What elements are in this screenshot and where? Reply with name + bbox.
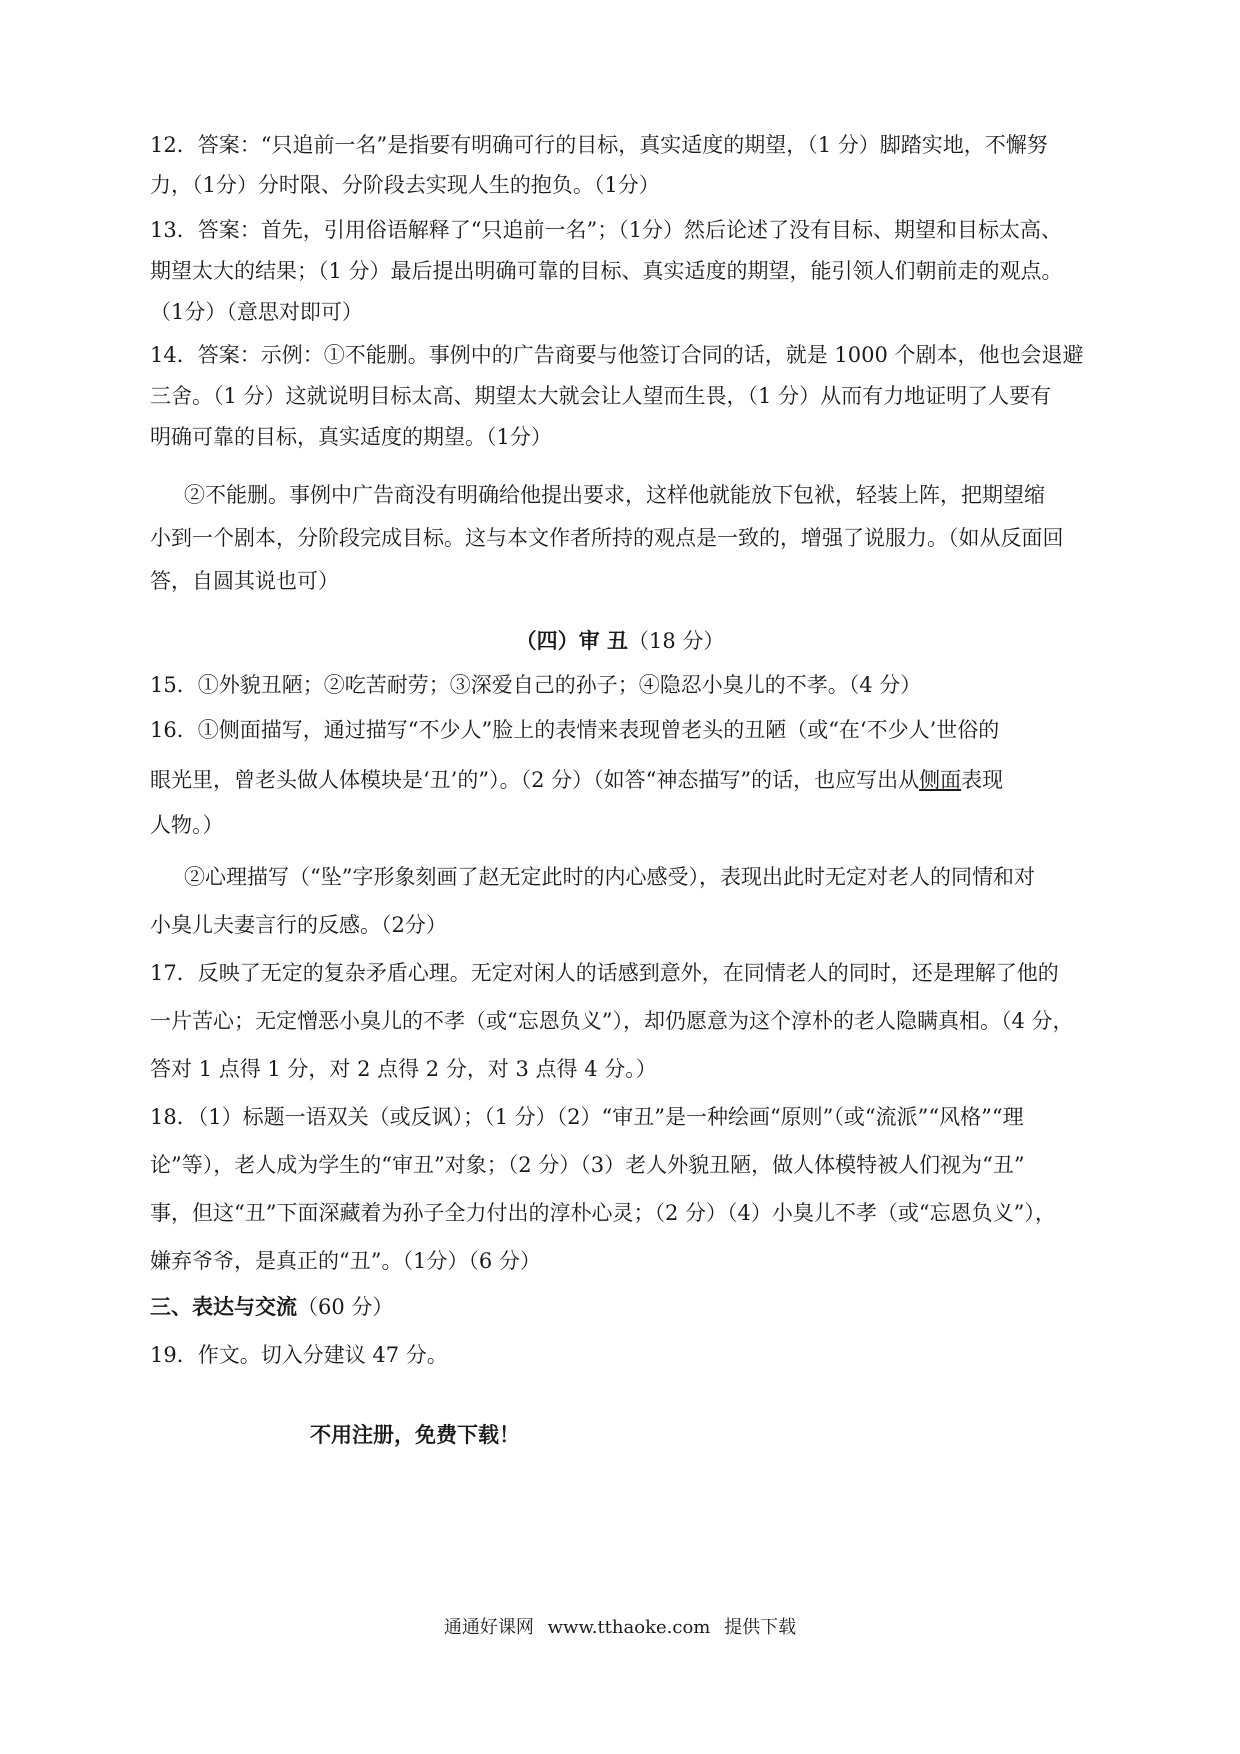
footer-site-name: 通通好课网 bbox=[443, 1617, 534, 1638]
answer-15-line-1: 15．①外貌丑陋；②吃苦耐劳；③深爱自己的孙子；④隐忍小臭儿的不孝。（4 分） bbox=[150, 673, 922, 697]
answer-17-line-1: 17．反映了无定的复杂矛盾心理。无定对闲人的话感到意外，在同情老人的同时，还是理解了他的 bbox=[150, 961, 1059, 985]
answer-13-line-1: 13．答案：首先，引用俗语解释了“只追前一名”；（1分）然后论述了没有目标、期望和目标太高、 bbox=[150, 218, 1063, 242]
section-4-score: （18 分） bbox=[627, 629, 725, 653]
answer-16-line-2-text: 眼光里，曾老头做人体模块是‘丑’的”）。（2 分）（如答“神态描写”的话，也应写出从 bbox=[150, 768, 920, 792]
section-4-title: （四）审 丑 bbox=[515, 628, 628, 653]
answer-18-line-2: 论”等），老人成为学生的“审丑”对象；（2 分）（3）老人外貌丑陋，做人体模特被人们视为“丑” bbox=[150, 1153, 1025, 1177]
answer-14-line-3: 明确可靠的目标，真实适度的期望。（1分） bbox=[150, 425, 552, 449]
page-footer bbox=[0, 1615, 1240, 1641]
answer-14-line-6: 答，自圆其说也可） bbox=[150, 569, 339, 593]
answer-17-line-2: 一片苦心；无定憎恶小臭儿的不孝（或“忘恩负义”），却仍愿意为这个淳朴的老人隐瞒真相。（4 分， bbox=[150, 1009, 1074, 1033]
answer-12-line-2: 力，（1分）分时限、分阶段去实现人生的抱负。（1分） bbox=[150, 173, 660, 197]
answer-14-line-4: ②不能删。事例中广告商没有明确给他提出要求，这样他就能放下包袱，轻装上阵，把期望缩 bbox=[184, 483, 1045, 507]
answer-17-line-3: 答对 1 点得 1 分，对 2 点得 2 分，对 3 点得 4 分。） bbox=[150, 1057, 657, 1081]
answer-16-line-1: 16．①侧面描写，通过描写“不少人”脸上的表情来表现曾老头的丑陋（或“在‘不少人’世俗的 bbox=[150, 718, 1000, 742]
answer-16-line-4: ②心理描写（“坠”字形象刻画了赵无定此时的内心感受），表现出此时无定对老人的同情和对 bbox=[184, 865, 1035, 889]
section-4-heading bbox=[0, 626, 1240, 656]
underlined-phrase: 侧面 bbox=[919, 768, 962, 792]
answer-14-line-2: 三舍。（1 分）这就说明目标太高、期望太大就会让人望而生畏，（1 分）从而有力地证明了人要有 bbox=[150, 384, 1052, 408]
section-3-score: （60 分） bbox=[297, 1295, 394, 1319]
answer-18-line-4: 嫌弃爷爷，是真正的“丑”。（1分）（6 分） bbox=[150, 1249, 541, 1273]
footer-suffix: 提供下载 bbox=[724, 1617, 797, 1638]
answer-14-line-1: 14．答案：示例：①不能删。事例中的广告商要与他签订合同的话，就是 1000 个剧本，他也会退避 bbox=[150, 343, 1084, 367]
answer-16-line-2 bbox=[150, 765, 1003, 795]
answer-18-line-1: 18．（1）标题一语双关（或反讽）；（1 分）（2）“审丑”是一种绘画“原则”（或“流派”“风格”“理 bbox=[150, 1105, 1024, 1129]
answer-16-line-3: 人物。） bbox=[150, 813, 224, 837]
section-3-heading bbox=[150, 1292, 393, 1322]
answer-12-line-1: 12．答案：“只追前一名”是指要有明确可行的目标，真实适度的期望，（1 分）脚踏实地，不懈努 bbox=[150, 133, 1048, 157]
answer-13-line-2: 期望太大的结果；（1 分）最后提出明确可靠的目标、真实适度的期望，能引领人们朝前走的观点。 bbox=[150, 259, 1063, 283]
answer-13-line-3: （1分）（意思对即可） bbox=[150, 300, 363, 324]
answer-14-line-5: 小到一个剧本，分阶段完成目标。这与本文作者所持的观点是一致的，增强了说服力。（如从反面回 bbox=[150, 526, 1064, 550]
footer-url: www.tthaoke.com bbox=[547, 1617, 711, 1638]
answer-16-line-5: 小臭儿夫妻言行的反感。（2分） bbox=[150, 913, 447, 937]
answer-16-line-2-tail: 表现 bbox=[961, 768, 1004, 792]
answer-18-line-3: 事，但这“丑”下面深藏着为孙子全力付出的淳朴心灵；（2 分）（4）小臭儿不孝（或“忘恩负义”）， bbox=[150, 1201, 1056, 1225]
promo-text: 不用注册，免费下载！ bbox=[310, 1423, 520, 1447]
section-3-title: 三、表达与交流 bbox=[150, 1294, 297, 1319]
answer-19-line-1: 19．作文。切入分建议 47 分。 bbox=[150, 1343, 448, 1367]
